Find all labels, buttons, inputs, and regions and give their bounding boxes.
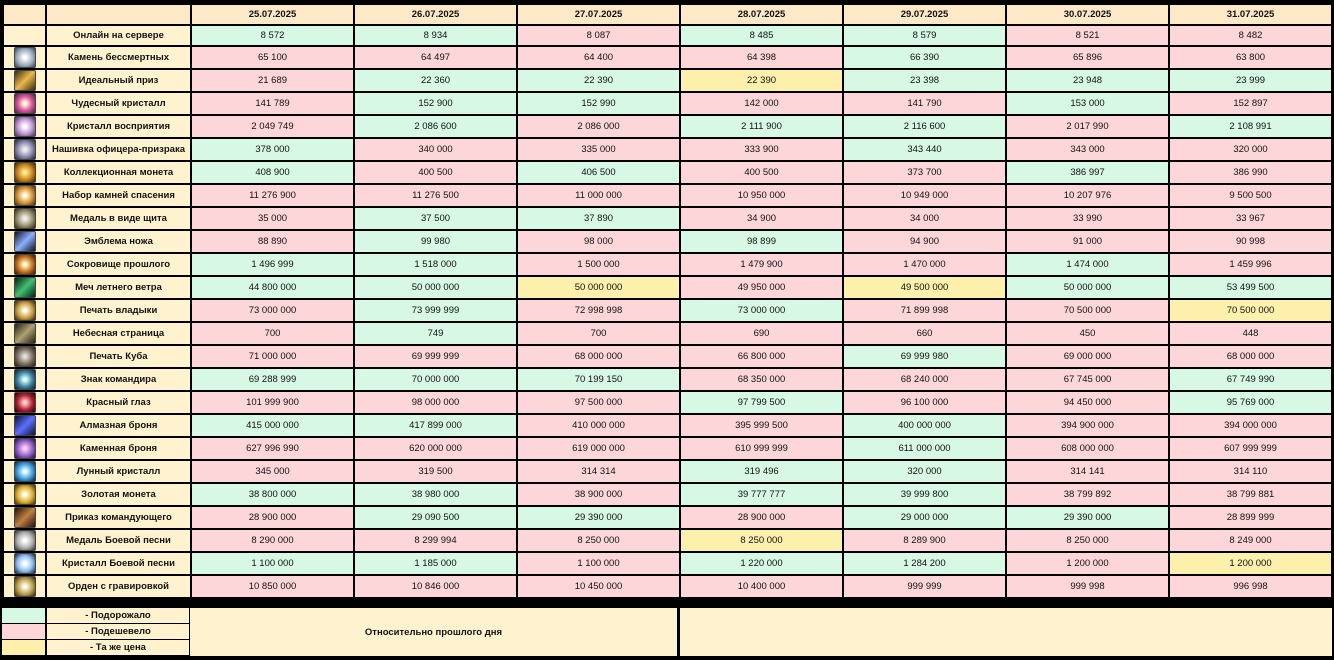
item-icon-cell [3,46,46,69]
item-name: Онлайн на сервере [46,25,191,46]
price-cell: 142 000 [680,92,843,115]
table-row [3,276,1332,299]
price-cell: 49 950 000 [680,276,843,299]
price-cell: 10 400 000 [680,575,843,598]
price-cell: 8 290 000 [191,529,354,552]
item-name: Печать Куба [46,345,191,368]
price-cell: 619 000 000 [517,437,680,460]
price-cell: 10 207 976 [1006,184,1169,207]
price-cell: 395 999 500 [680,414,843,437]
price-cell: 153 000 [1006,92,1169,115]
price-cell: 660 [843,322,1006,345]
item-name: Кристалл восприятия [46,115,191,138]
header-item-column [46,4,191,25]
price-cell: 73 000 000 [680,299,843,322]
item-icon-cell [3,25,46,46]
price-cell: 23 948 [1006,69,1169,92]
item-name: Эмблема ножа [46,230,191,253]
price-cell: 2 049 749 [191,115,354,138]
item-name: Каменная броня [46,437,191,460]
price-cell: 73 000 000 [191,299,354,322]
summer-wind-sword-icon [14,277,36,298]
item-name: Сокровище прошлого [46,253,191,276]
price-cell: 96 100 000 [843,391,1006,414]
price-cell: 64 400 [517,46,680,69]
price-cell: 2 116 600 [843,115,1006,138]
price-cell: 8 485 [680,25,843,46]
item-icon-cell [3,115,46,138]
header-row [3,4,1332,25]
price-cell: 8 521 [1006,25,1169,46]
battle-song-medal-icon [14,530,36,551]
price-cell: 23 999 [1169,69,1332,92]
item-name: Камень бессмертных [46,46,191,69]
price-cell: 70 500 000 [1169,299,1332,322]
price-cell: 2 108 991 [1169,115,1332,138]
item-name: Меч летнего ветра [46,276,191,299]
item-icon-cell [3,414,46,437]
wonder-crystal-icon [14,93,36,114]
item-icon-cell [3,207,46,230]
item-icon-cell [3,483,46,506]
price-cell: 97 500 000 [517,391,680,414]
price-cell: 1 200 000 [1006,552,1169,575]
price-cell: 343 000 [1006,138,1169,161]
price-cell: 67 745 000 [1006,368,1169,391]
price-cell: 39 777 777 [680,483,843,506]
price-cell: 152 897 [1169,92,1332,115]
price-cell: 152 990 [517,92,680,115]
price-cell: 340 000 [354,138,517,161]
table-row [3,506,1332,529]
item-name: Чудесный кристалл [46,92,191,115]
price-cell: 90 998 [1169,230,1332,253]
immortal-stone-icon [14,47,36,68]
price-cell: 8 934 [354,25,517,46]
item-icon-cell [3,92,46,115]
price-cell: 999 999 [843,575,1006,598]
price-cell: 28 900 000 [191,506,354,529]
price-cell: 2 111 900 [680,115,843,138]
item-name: Медаль Боевой песни [46,529,191,552]
price-cell: 1 470 000 [843,253,1006,276]
price-cell: 8 289 900 [843,529,1006,552]
price-cell: 28 900 000 [680,506,843,529]
price-cell: 68 000 000 [517,345,680,368]
price-cell: 386 990 [1169,161,1332,184]
price-cell: 11 276 900 [191,184,354,207]
price-cell: 415 000 000 [191,414,354,437]
price-cell: 408 900 [191,161,354,184]
price-cell: 319 500 [354,460,517,483]
price-cell: 23 398 [843,69,1006,92]
price-cell: 67 749 990 [1169,368,1332,391]
table-row [3,299,1332,322]
price-cell: 95 769 000 [1169,391,1332,414]
price-cell: 29 390 000 [1006,506,1169,529]
price-cell: 10 450 000 [517,575,680,598]
price-cell: 394 000 000 [1169,414,1332,437]
table-row [3,345,1332,368]
item-icon-cell [3,276,46,299]
table-row [3,207,1332,230]
price-cell: 69 999 980 [843,345,1006,368]
item-icon-cell [3,391,46,414]
price-cell: 314 141 [1006,460,1169,483]
price-cell: 8 579 [843,25,1006,46]
price-cell: 94 900 [843,230,1006,253]
diamond-armor-icon [14,415,36,436]
item-name: Печать владыки [46,299,191,322]
price-cell: 69 000 000 [1006,345,1169,368]
perfect-prize-icon [14,70,36,91]
price-cell: 101 999 900 [191,391,354,414]
price-cell: 8 250 000 [680,529,843,552]
legend-label-same: - Та же цена [47,640,189,655]
item-icon-cell [3,138,46,161]
price-cell: 50 000 000 [1006,276,1169,299]
item-icon-cell [3,552,46,575]
price-cell: 378 000 [191,138,354,161]
price-cell: 44 800 000 [191,276,354,299]
price-cell: 11 276 500 [354,184,517,207]
table-row [3,460,1332,483]
table-row [3,46,1332,69]
price-cell: 38 980 000 [354,483,517,506]
price-cell: 10 949 000 [843,184,1006,207]
price-cell: 98 899 [680,230,843,253]
price-cell: 417 899 000 [354,414,517,437]
item-icon-cell [3,230,46,253]
price-cell: 33 967 [1169,207,1332,230]
price-cell: 373 700 [843,161,1006,184]
price-cell: 68 350 000 [680,368,843,391]
table-row [3,253,1332,276]
price-cell: 320 000 [843,460,1006,483]
price-cell: 8 249 000 [1169,529,1332,552]
moon-crystal-icon [14,461,36,482]
ghost-officer-patch-icon [14,139,36,160]
price-cell: 448 [1169,322,1332,345]
price-cell: 690 [680,322,843,345]
header-date: 26.07.2025 [354,4,517,25]
price-cell: 94 450 000 [1006,391,1169,414]
price-cell: 1 284 200 [843,552,1006,575]
lord-seal-icon [14,300,36,321]
price-cell: 141 789 [191,92,354,115]
price-cell: 29 390 000 [517,506,680,529]
price-cell: 620 000 000 [354,437,517,460]
price-cell: 68 240 000 [843,368,1006,391]
shield-medal-icon [14,208,36,229]
price-cell: 98 000 [517,230,680,253]
price-cell: 749 [354,322,517,345]
price-cell: 607 999 999 [1169,437,1332,460]
price-cell: 34 000 [843,207,1006,230]
price-cell: 386 997 [1006,161,1169,184]
item-name: Кристалл Боевой песни [46,552,191,575]
price-cell: 37 500 [354,207,517,230]
table-row [3,322,1332,345]
price-cell: 72 998 998 [517,299,680,322]
commander-order-icon [14,507,36,528]
price-cell: 33 990 [1006,207,1169,230]
price-cell: 410 000 000 [517,414,680,437]
price-cell: 1 500 000 [517,253,680,276]
table-row [3,230,1332,253]
price-cell: 2 017 990 [1006,115,1169,138]
price-cell: 333 900 [680,138,843,161]
legend-swatch-up [2,608,45,623]
table-row [3,184,1332,207]
price-cell: 99 980 [354,230,517,253]
price-cell: 400 500 [354,161,517,184]
price-cell: 70 000 000 [354,368,517,391]
salvation-stones-icon [14,185,36,206]
price-cell: 8 299 994 [354,529,517,552]
price-cell: 22 360 [354,69,517,92]
price-cell: 1 496 999 [191,253,354,276]
price-cell: 611 000 000 [843,437,1006,460]
price-cell: 152 900 [354,92,517,115]
price-table [2,3,1333,599]
price-cell: 69 288 999 [191,368,354,391]
price-cell: 1 220 000 [680,552,843,575]
perception-crystal-icon [14,116,36,137]
price-cell: 49 500 000 [843,276,1006,299]
price-cell: 8 087 [517,25,680,46]
price-cell: 38 800 000 [191,483,354,506]
price-cell: 70 199 150 [517,368,680,391]
item-name: Приказ командующего [46,506,191,529]
price-cell: 996 998 [1169,575,1332,598]
price-cell: 22 390 [680,69,843,92]
legend-empty-area [680,608,1332,656]
header-date: 28.07.2025 [680,4,843,25]
price-cell: 66 390 [843,46,1006,69]
item-name: Лунный кристалл [46,460,191,483]
price-cell: 29 090 500 [354,506,517,529]
price-cell: 320 000 [1169,138,1332,161]
item-name: Идеальный приз [46,69,191,92]
table-row [3,138,1332,161]
price-cell: 1 479 900 [680,253,843,276]
price-cell: 64 398 [680,46,843,69]
table-row [3,69,1332,92]
item-name: Набор камней спасения [46,184,191,207]
price-cell: 335 000 [517,138,680,161]
price-cell: 65 896 [1006,46,1169,69]
header-date: 29.07.2025 [843,4,1006,25]
price-cell: 97 799 500 [680,391,843,414]
price-cell: 8 482 [1169,25,1332,46]
legend-label-down: - Подешевело [47,624,189,639]
header-date: 31.07.2025 [1169,4,1332,25]
item-icon-cell [3,437,46,460]
price-cell: 999 998 [1006,575,1169,598]
knife-emblem-icon [14,231,36,252]
table-row [3,391,1332,414]
item-icon-cell [3,299,46,322]
price-cell: 37 890 [517,207,680,230]
item-icon-cell [3,322,46,345]
item-icon-cell [3,575,46,598]
stone-armor-icon [14,438,36,459]
engraved-order-icon [14,576,36,597]
price-cell: 2 086 600 [354,115,517,138]
price-cell: 10 846 000 [354,575,517,598]
price-cell: 64 497 [354,46,517,69]
table-row [3,92,1332,115]
price-cell: 700 [517,322,680,345]
price-cell: 39 999 800 [843,483,1006,506]
price-cell: 2 086 000 [517,115,680,138]
price-cell: 70 500 000 [1006,299,1169,322]
battle-song-crystal-icon [14,553,36,574]
table-row [3,161,1332,184]
price-cell: 73 999 999 [354,299,517,322]
price-cell: 319 496 [680,460,843,483]
price-cell: 450 [1006,322,1169,345]
header-corner [3,4,46,25]
item-name: Красный глаз [46,391,191,414]
price-cell: 9 500 500 [1169,184,1332,207]
table-row [3,437,1332,460]
price-cell: 63 800 [1169,46,1332,69]
item-name: Медаль в виде щита [46,207,191,230]
past-treasure-icon [14,254,36,275]
price-cell: 141 790 [843,92,1006,115]
price-cell: 35 000 [191,207,354,230]
table-row [3,483,1332,506]
heavenly-page-icon [14,323,36,344]
price-cell: 314 314 [517,460,680,483]
cube-seal-icon [14,346,36,367]
price-cell: 38 900 000 [517,483,680,506]
price-cell: 1 474 000 [1006,253,1169,276]
price-cell: 29 000 000 [843,506,1006,529]
gold-coin-icon [14,484,36,505]
price-cell: 1 185 000 [354,552,517,575]
price-cell: 50 000 000 [517,276,680,299]
price-cell: 8 572 [191,25,354,46]
header-date: 30.07.2025 [1006,4,1169,25]
price-cell: 608 000 000 [1006,437,1169,460]
price-cell: 345 000 [191,460,354,483]
price-cell: 627 996 990 [191,437,354,460]
price-cell: 1 200 000 [1169,552,1332,575]
price-cell: 314 110 [1169,460,1332,483]
price-cell: 66 800 000 [680,345,843,368]
item-name: Небесная страница [46,322,191,345]
price-cell: 38 799 881 [1169,483,1332,506]
price-cell: 88 890 [191,230,354,253]
item-icon-cell [3,506,46,529]
item-icon-cell [3,69,46,92]
table-row [3,552,1332,575]
collector-coin-icon [14,162,36,183]
price-cell: 98 000 000 [354,391,517,414]
item-icon-cell [3,184,46,207]
price-cell: 65 100 [191,46,354,69]
price-cell: 394 900 000 [1006,414,1169,437]
price-cell: 50 000 000 [354,276,517,299]
price-cell: 400 000 000 [843,414,1006,437]
item-name: Орден с гравировкой [46,575,191,598]
legend-swatch-down [2,624,45,639]
price-cell: 69 999 999 [354,345,517,368]
price-cell: 91 000 [1006,230,1169,253]
item-icon-cell [3,460,46,483]
table-row [3,575,1332,598]
price-cell: 22 390 [517,69,680,92]
price-cell: 610 999 999 [680,437,843,460]
header-date: 27.07.2025 [517,4,680,25]
item-name: Знак командира [46,368,191,391]
price-cell: 34 900 [680,207,843,230]
price-cell: 400 500 [680,161,843,184]
header-date: 25.07.2025 [191,4,354,25]
price-cell: 11 000 000 [517,184,680,207]
item-icon-cell [3,345,46,368]
price-cell: 68 000 000 [1169,345,1332,368]
price-cell: 343 440 [843,138,1006,161]
price-cell: 1 459 996 [1169,253,1332,276]
price-cell: 406 500 [517,161,680,184]
legend-swatch-same [2,640,45,655]
table-row [3,529,1332,552]
price-cell: 700 [191,322,354,345]
legend-note: Относительно прошлого дня [190,608,677,656]
commander-sign-icon [14,369,36,390]
item-icon-cell [3,368,46,391]
table-row [3,414,1332,437]
price-cell: 1 518 000 [354,253,517,276]
price-cell: 1 100 000 [191,552,354,575]
table-row [3,25,1332,46]
price-cell: 8 250 000 [517,529,680,552]
price-cell: 10 950 000 [680,184,843,207]
item-icon-cell [3,529,46,552]
item-icon-cell [3,253,46,276]
table-row [3,368,1332,391]
red-eye-icon [14,392,36,413]
price-cell: 10 850 000 [191,575,354,598]
price-cell: 21 689 [191,69,354,92]
price-cell: 71 000 000 [191,345,354,368]
price-cell: 71 899 998 [843,299,1006,322]
item-name: Коллекционная монета [46,161,191,184]
item-name: Нашивка офицера-призрака [46,138,191,161]
item-name: Алмазная броня [46,414,191,437]
price-cell: 53 499 500 [1169,276,1332,299]
price-cell: 28 899 999 [1169,506,1332,529]
item-name: Золотая монета [46,483,191,506]
price-cell: 1 100 000 [517,552,680,575]
legend-label-up: - Подорожало [47,608,189,623]
item-icon-cell [3,161,46,184]
price-cell: 38 799 892 [1006,483,1169,506]
price-cell: 8 250 000 [1006,529,1169,552]
table-row [3,115,1332,138]
